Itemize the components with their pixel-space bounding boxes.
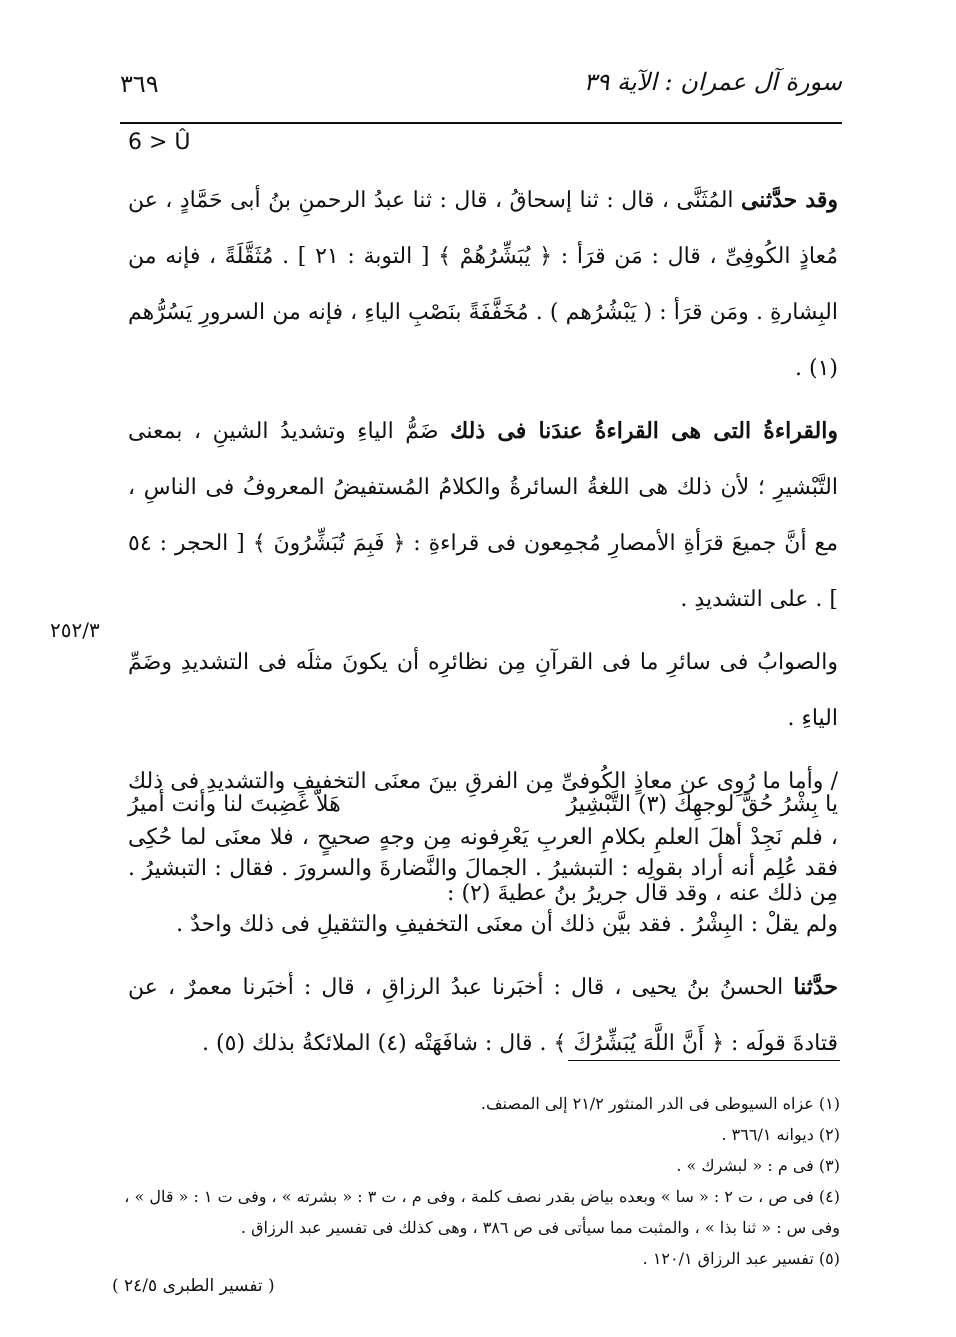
page-header	[120, 62, 842, 112]
footnote: (٥) تفسير عبد الرزاق ١٢٠/١ .	[642, 1249, 840, 1268]
paragraph-text: والصوابُ فى سائرِ ما فى القرآنِ مِن نظائرِه أن يكونَ مثلَه فى التشديدِ وضَمِّ الياءِ .	[128, 650, 838, 731]
paragraph	[128, 840, 838, 953]
paragraph-lead: وقد حدَّثنى	[740, 187, 839, 213]
footnote: (٤) فى ص ، ت ٢ : « سا » وبعده بياض بقدر نصف كلمة ، وفى م ، ت ٣ : « بشرته » ، وفى ت ١ : « قال » ،	[124, 1187, 840, 1206]
paragraph	[128, 959, 838, 1072]
poem-verse	[128, 784, 838, 840]
paragraph-lead: حدَّثنا	[793, 974, 838, 1000]
footnote: (١) عزاه السيوطى فى الدر المنثور ٢١/٢ إلى المصنف.	[480, 1094, 840, 1113]
paragraph-text: الحسنُ بنُ يحيى ، قال : أخبَرنا عبدُ الرزاقِ ، قال : أخبَرنا معمرٌ ، عن قتادةَ قولَه : ﴿ أَنَّ اللَّهَ يُبَشِّرُكَ ﴾ . قال : شافَهَتْه (٤) الملائكةُ بذلك (٥) .	[128, 975, 838, 1056]
poem-hemistich-second: هَلاَّ غَضِبتَ لنا وأنت أميرُ	[128, 792, 341, 817]
paragraph-lead: والقراءةُ التى هى القراءةُ عندَنا فى ذلك	[450, 418, 838, 444]
running-title: سورة آل عمران : الآية ٣٩	[583, 68, 842, 96]
margin-page-reference: ٢٥٢/٣	[50, 618, 100, 642]
main-text-block-2	[128, 840, 838, 1072]
header-rule	[120, 122, 842, 124]
footnote: وفى س : « ثنا بذا » ، والمثبت مما سيأتى فى ص ٣٨٦ ، وهى كذلك فى تفسير عبد الرزاق .	[240, 1218, 840, 1237]
source-reference: ( تفسير الطبرى ٢٤/٥ )	[112, 1276, 275, 1296]
paragraph	[128, 634, 838, 747]
footnote-rule	[568, 1060, 840, 1061]
paragraph-text: ضَمُّ الياءِ وتشديدُ الشينِ ، بمعنى التَّبْشيرِ ؛ لأن ذلك هى اللغةُ السائرةُ والكلامُ المُستفيضُ المعروفُ فى الناسِ ، مع أنَّ جميعَ قرَأةِ الأمصارِ مُجمِعون فى قراءةِ : ﴿ فَبِمَ تُبَشِّرُونَ ﴾ [ الحجر : ٥٤ ] . على التشديدِ .	[128, 419, 838, 612]
footnote: (٢) ديوانه ٣٦٦/١ .	[721, 1125, 840, 1144]
page-number: ٣٦٩	[120, 70, 159, 98]
paragraph-text: المُثَنَّى ، قال : ثنا إسحاقُ ، قال : ثنا عبدُ الرحمنِ بنُ أبى حَمَّادٍ ، عن مُعاذٍ الكُوفِىِّ ، قال : مَن قرَأ : ﴿ يُبَشِّرُهُمْ ﴾ [ التوبة : ٢١ ] . مُثَقَّلَةً ، فإنه من البِشارةِ . ومَن قرَأ : ( يَبْشُرُهم ) . مُخَفَّفَةً بنَصْبِ الياءِ ، فإنه من السرورِ يَسُرُّهم (١) .	[128, 188, 839, 381]
footnotes	[112, 1088, 840, 1274]
paragraph	[128, 172, 838, 397]
footnote: (٣) فى م : « لبشرك » .	[676, 1156, 840, 1175]
ocr-marker: 6 > Û	[128, 130, 191, 155]
paragraph-text: فقد عُلِم أنه أراد بقولِه : التبشيرُ . الجمالَ والنَّضارةَ والسرورَ . فقال : التبشيرُ . ولم يقلْ : البِشْرُ . فقد بيَّن ذلك أن معنَى التخفيفِ والتثقيلِ فى ذلك واحدٌ .	[128, 856, 838, 937]
paragraph-text: / وأما ما رُوِى عن معاذٍ الكُوفىِّ مِن الفرقِ بينَ معنَى التخفيفِ والتشديدِ فى ذلك ، فلم نَجِدْ أهلَ العلمِ بكلامِ العربِ يَعْرِفونه مِن وجهٍ صحيحٍ ، فلا معنَى لما حُكِى مِن ذلك عنه ، وقد قال جريرُ بنُ عطيةَ (٢) :	[128, 769, 838, 906]
paragraph	[128, 403, 838, 628]
poem-hemistich-first: يا بِشْرُ حُقَّ لوجهِكَ (٣) التَّبْشِيرُ	[566, 792, 838, 817]
